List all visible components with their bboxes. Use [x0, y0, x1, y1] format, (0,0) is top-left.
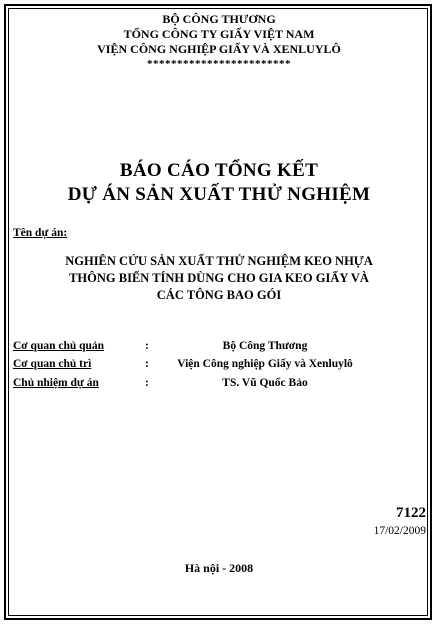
- record-date: 17/02/2009: [373, 525, 426, 537]
- ministry-name: BỘ CÔNG THƯƠNG: [162, 12, 276, 26]
- managing-agency-value: Bộ Công Thương: [222, 340, 308, 352]
- project-name-line1: NGHIÊN CỨU SẢN XUẤT THỬ NGHIỆM KEO NHỰA: [65, 254, 373, 268]
- project-leader-label: Chủ nhiệm dự án: [13, 377, 99, 389]
- institute-name: VIỆN CÔNG NGHIỆP GIẤY VÀ XENLUYLÔ: [97, 42, 341, 56]
- project-name-line3: CÁC TÔNG BAO GÓI: [156, 288, 282, 302]
- host-agency-colon: :: [145, 358, 149, 370]
- star-divider: ************************: [147, 58, 291, 70]
- host-agency-value: Viện Công nghiệp Giấy và Xenluylô: [177, 358, 353, 370]
- project-name-label: Tên dự án:: [13, 227, 68, 239]
- report-title-line2: DỰ ÁN SẢN XUẤT THỬ NGHIỆM: [67, 184, 371, 205]
- record-code: 7122: [396, 505, 426, 521]
- project-leader-value: TS. Vũ Quốc Bảo: [222, 377, 308, 389]
- host-agency-label: Cơ quan chủ trì: [13, 358, 92, 370]
- page-inner-border: [8, 8, 428, 616]
- project-name-line2: THÔNG BIẾN TÍNH DÙNG CHO GIA KEO GIẤY VÀ: [69, 271, 369, 285]
- managing-agency-label: Cơ quan chủ quản: [13, 340, 105, 352]
- project-leader-colon: :: [145, 377, 149, 389]
- report-title-line1: BÁO CÁO TỔNG KẾT: [119, 160, 319, 181]
- managing-agency-colon: :: [145, 340, 149, 352]
- corporation-name: TỔNG CÔNG TY GIẤY VIỆT NAM: [123, 27, 315, 41]
- place-and-year: Hà nội - 2008: [184, 561, 254, 575]
